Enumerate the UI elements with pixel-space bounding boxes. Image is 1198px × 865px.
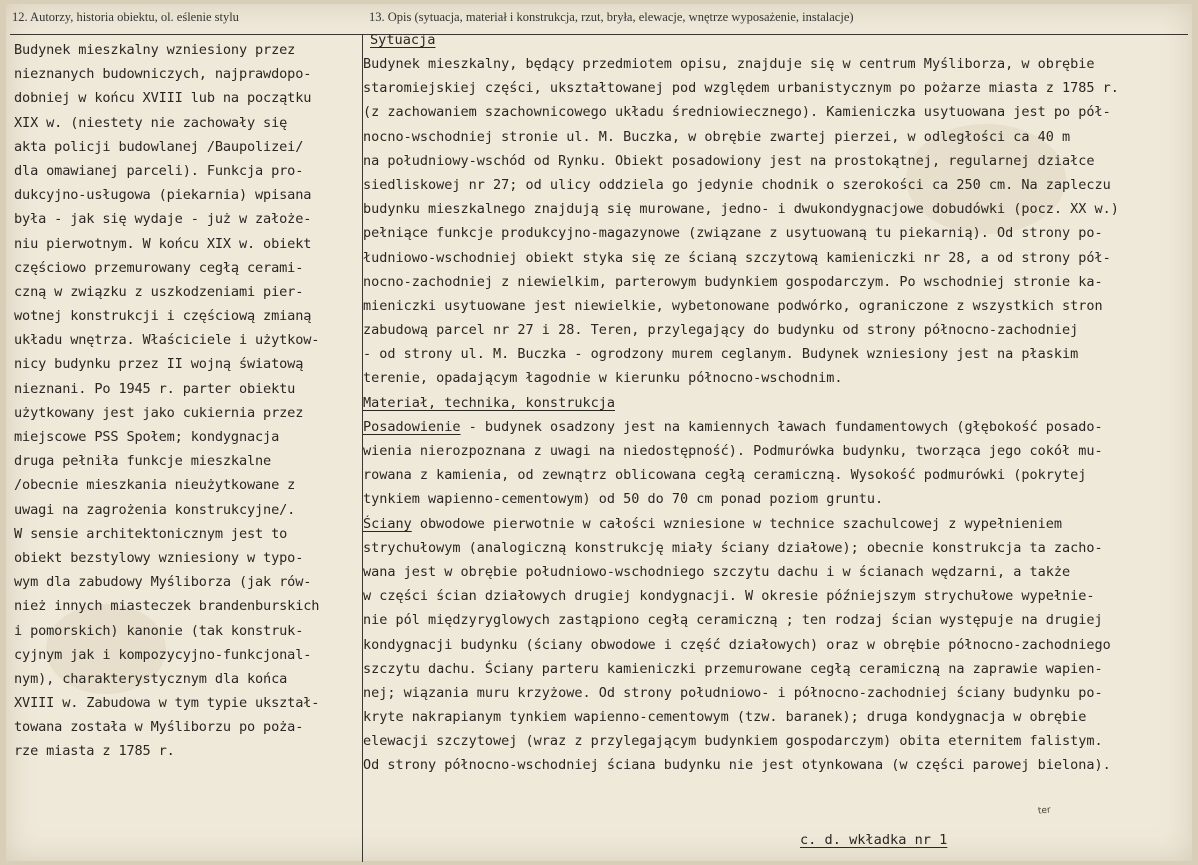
text-line: Materiał, technika, konstrukcja [363, 394, 615, 411]
text-line: nież innych miasteczek brandenburskich [14, 598, 320, 615]
text-line: dukcyjno-usługowa (piekarnia) wpisana [14, 187, 312, 204]
text-line: druga pełniła funkcje mieszkalne [14, 453, 272, 470]
text-line: elewacji szczytowej (wraz z przylegającym budynkiem gospodarczym) obita eternitem falistym. [363, 733, 1103, 750]
text-line: nieznanych budowniczych, najprawdopo- [14, 66, 312, 83]
description-text-column [363, 52, 1183, 778]
text-line: Ściany obwodowe pierwotnie w całości wzniesione w technice szachulcowej z wypełnieniem [363, 515, 1062, 532]
text-line: wienia nierozpoznana z uwagi na niedostępność). Podmurówka budynku, tworząca jego cokół mu- [363, 443, 1103, 459]
text-line: uwagi na zagrożenia konstrukcyjne/. [14, 501, 296, 518]
text-line: tynkiem wapienno-cementowym) od 50 do 70 cm ponad poziom gruntu. [363, 491, 884, 508]
text-line: wana jest w obrębie południowo-wschodniego szczytu dachu i w ścianach wędzarni, a także [363, 563, 1071, 580]
text-line: - od strony ul. M. Buczka - ogrodzony murem ceglanym. Budynek wzniesiony jest na płaskim [363, 346, 1079, 363]
text-line: akta policji budowlanej /Baupolizei/ [14, 138, 304, 155]
text-line: Posadowienie - budynek osadzony jest na kamiennych ławach fundamentowych (głębokość posado- [363, 418, 1103, 435]
text-line: niu pierwotnym. W końcu XIX w. obiekt [14, 235, 312, 252]
left-column-header: 12. Autorzy, historia obiektu, ol. eślenie stylu [12, 10, 239, 24]
text-line: staromiejskiej części, ukształtowanej pod względem urbanistycznym po pożarze miasta z 1785 r. [363, 80, 1119, 97]
text-line: nocno-wschodniej stronie ul. M. Buczka, w obrębie zwartej pierzei, w odległości ca 40 m [363, 128, 1071, 145]
text-line: Od strony północno-wschodniej ściana budynku nie jest otynkowana (w części parowej bielona). [363, 757, 1111, 774]
text-line: dobniej w końcu XVIII lub na początku [14, 90, 312, 107]
text-line: kryte nakrapianym tynkiem wapienno-cementowym (tzw. baranek); druga kondygnacja w obrębie [363, 709, 1087, 726]
text-line: rowana z kamienia, od zewnątrz oblicowana cegłą ceramiczną. Wysokość podmurówki (pokrytej [363, 467, 1087, 484]
text-line: nie pól międzyryglowych zastąpiono cegłą ceramiczną ; ten rodzaj ścian występuje na drugiej [363, 612, 1103, 629]
right-column-header: 13. Opis (sytuacja, materiał i konstrukcja, rzut, bryła, elewacje, wnętrze wyposażenie, instalacje) [369, 10, 854, 24]
text-line: wotnej konstrukcji i częściową zmianą [14, 308, 312, 325]
text-line: czną w związku z uszkodzeniami pier- [14, 283, 304, 300]
text-line: XIX w. (niestety nie zachowały się [14, 114, 288, 131]
text-line: XVIII w. Zabudowa w tym typie ukształ- [14, 695, 320, 712]
text-line: obiekt bezstylowy wzniesiony w typo- [14, 549, 304, 566]
text-line: nicy budynku przez II wojną światową [14, 356, 304, 373]
text-line: pełniące funkcje produkcyjno-magazynowe (związane z usytuowaną tu piekarnią). Od strony po- [363, 225, 1103, 242]
text-line: miejscowe PSS Społem; kondygnacja [14, 429, 280, 445]
text-line: użytkowany jest jako cukiernia przez [14, 404, 304, 421]
history-text-column [14, 38, 354, 764]
text-line: /obecnie mieszkania nieużytkowane z [14, 477, 296, 494]
text-line: szczytu dachu. Ściany parteru kamieniczki przemurowane cegłą ceramiczną na zaprawie wapien- [363, 660, 1103, 677]
text-line: dla omawianej parceli). Funkcja pro- [14, 162, 304, 179]
text-line: i pomorskich) kanonie (tak konstruk- [14, 622, 304, 639]
text-line: Budynek mieszkalny, będący przedmiotem opisu, znajduje się w centrum Myśliborza, w obrębie [363, 56, 1095, 72]
text-line: terenie, opadającym łagodnie w kierunku północno-wschodnim. [363, 370, 843, 387]
text-line: częściowo przemurowany cegłą cerami- [14, 259, 304, 276]
text-line: Budynek mieszkalny wzniesiony przez [14, 42, 296, 58]
text-line: układu wnętrza. Właściciele i użytkow- [14, 332, 320, 349]
text-line: nej; wiązania muru krzyżowe. Od strony południowo- i północno-zachodniej ściany budynku po- [363, 684, 1103, 701]
text-line: rze miasta z 1785 r. [14, 743, 175, 760]
text-line: zabudową parcel nr 27 i 28. Teren, przylegający do budynku od strony północno-zachodniej [363, 322, 1079, 339]
text-line: budynku mieszkalnego znajdują się murowane, jedno- i dwukondygnacjowe dobudówki (pocz. XX w.) [363, 201, 1119, 218]
text-line: towana została w Myśliborzu po poża- [14, 719, 304, 736]
text-line: mieniczki usytuowane jest niewielkie, wybetonowane podwórko, ograniczone z wszystkich stron [363, 297, 1103, 314]
text-line: nieznani. Po 1945 r. parter obiektu [14, 380, 296, 397]
text-line: cyjnym jak i kompozycyjno-funkcjonal- [14, 646, 312, 663]
continuation-footer: c. d. wkładka nr 1 [800, 832, 948, 848]
section-heading-sytuacja: Sytuacja [370, 32, 436, 48]
text-line: strychułowym (analogiczną konstrukcję miały ściany działowe); obecnie konstrukcja ta zacho- [363, 539, 1103, 556]
text-line: kondygnacji budynku (ściany obwodowe i część działowych) oraz w obrębie północno-zachodniego [363, 636, 1111, 653]
text-line: była - jak się wydaje - już w założe- [14, 211, 312, 228]
text-line: W sensie architektonicznym jest to [14, 525, 288, 542]
text-line: nym), charakterystycznym dla końca [14, 670, 288, 687]
text-line: siedliskowej nr 27; od ulicy oddziela go jedynie chodnik o szerokości ca 250 cm. Na zapleczu [363, 176, 1111, 193]
text-line: na południowy-wschód od Rynku. Obiekt posadowiony jest na prostokątnej, regularnej działce [363, 152, 1095, 169]
text-line: w części ścian działowych drugiej kondygnacji. W okresie późniejszym strychułowe wypełnie- [363, 588, 1095, 605]
handwritten-correction: ter [1037, 805, 1052, 817]
text-line: (z zachowaniem szachownicowego układu średniowiecznego). Kamieniczka usytuowana jest po pół- [363, 104, 1111, 121]
text-line: nocno-zachodniej z niewielkim, parterowym budynkiem gospodarczym. Po wschodniej stronie ka- [363, 273, 1103, 290]
text-line: łudniowo-wschodniej obiekt styka się ze ścianą szczytową kamieniczki nr 28, a od strony pół- [363, 249, 1111, 266]
text-line: wym dla zabudowy Myśliborza (jak rów- [14, 574, 312, 591]
